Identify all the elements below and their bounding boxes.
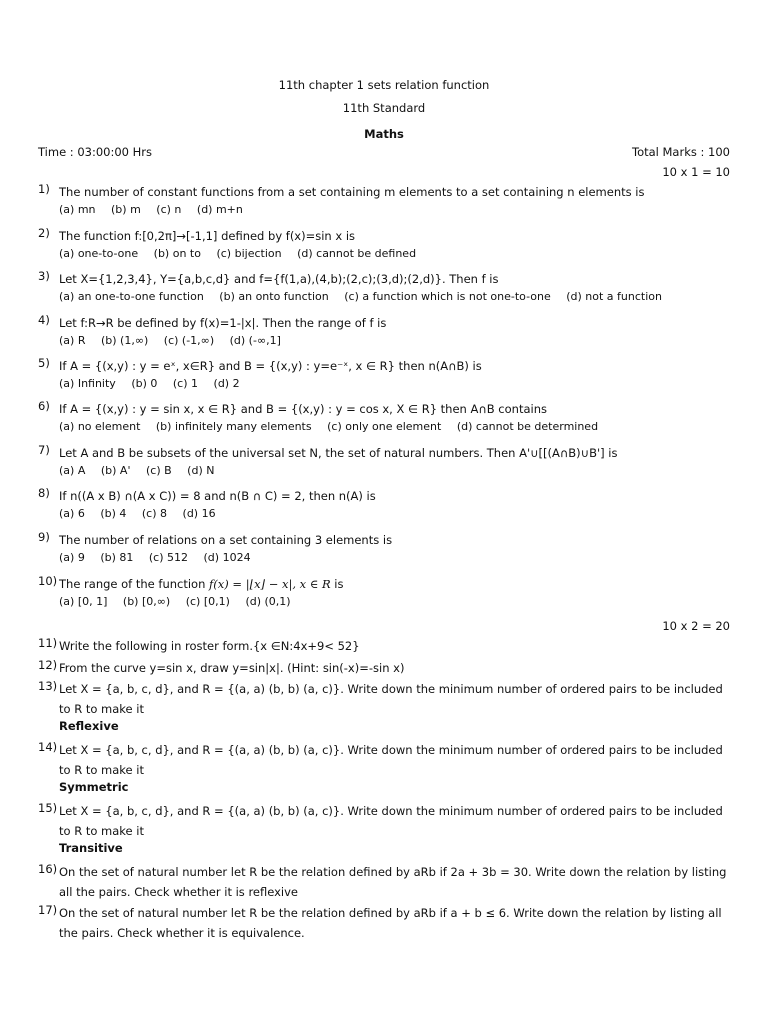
option-c: (c) a function which is not one-to-one bbox=[344, 290, 551, 303]
section2-marks: 10 x 2 = 20 bbox=[662, 619, 730, 633]
option-c: (c) B bbox=[145, 464, 172, 477]
question-options bbox=[59, 290, 674, 303]
option-d: (d) cannot be defined bbox=[297, 247, 417, 260]
option-a: (a) A bbox=[59, 464, 86, 477]
option-d: (d) N bbox=[187, 464, 215, 477]
option-a: (a) one-to-one bbox=[59, 247, 139, 260]
exam-standard: 11th Standard bbox=[342, 101, 426, 115]
question-14-subpart: Symmetric bbox=[59, 780, 129, 794]
option-a: (a) Infinity bbox=[59, 377, 116, 390]
question-text: Let f:R→R be defined by f(x)=1-|x|. Then the range of f is bbox=[59, 316, 387, 330]
exam-time: Time : 03:00:00 Hrs bbox=[38, 145, 153, 159]
option-d: (d) 2 bbox=[213, 377, 240, 390]
option-c: (c) only one element bbox=[327, 420, 442, 433]
option-b: (b) on to bbox=[153, 247, 201, 260]
question-number: 8) bbox=[38, 486, 50, 500]
option-c: (c) (-1,∞) bbox=[163, 334, 215, 347]
option-c: (c) 1 bbox=[172, 377, 199, 390]
option-d: (d) (-∞,1] bbox=[229, 334, 281, 347]
question-text: If n((A x B) ∩(A x C)) = 8 and n(B ∩ C) = 2, then n(A) is bbox=[59, 489, 376, 503]
question-number: 5) bbox=[38, 356, 50, 370]
option-a: (a) R bbox=[59, 334, 86, 347]
option-b: (b) 81 bbox=[100, 551, 134, 564]
question-text: On the set of natural number let R be the relation defined by aRb if 2a + 3b = 30. Write down the relation by listing all the pairs. Check whether it is reflexive bbox=[59, 865, 727, 899]
question-text-prefix: The range of the function bbox=[59, 577, 206, 591]
option-c: (c) 512 bbox=[148, 551, 189, 564]
question-text: The function f:[0,2π]→[-1,1] defined by f(x)=sin x is bbox=[59, 229, 356, 243]
option-b: (b) 4 bbox=[100, 507, 127, 520]
option-b: (b) infinitely many elements bbox=[155, 420, 312, 433]
math-expression: f(x) = |⌊x⌋ − x|, x ∈ R bbox=[209, 577, 331, 591]
question-options bbox=[59, 247, 428, 260]
option-c: (c) bijection bbox=[216, 247, 282, 260]
question-options bbox=[59, 464, 226, 477]
option-a: (a) [0, 1] bbox=[59, 595, 108, 608]
option-d: (d) 1024 bbox=[203, 551, 251, 564]
question-number: 11) bbox=[38, 636, 58, 650]
question-13-subpart: Reflexive bbox=[59, 719, 119, 733]
question-number: 13) bbox=[38, 679, 58, 693]
option-b: (b) (1,∞) bbox=[100, 334, 149, 347]
question-text: On the set of natural number let R be the relation defined by aRb if a + b ≤ 6. Write down the relation by listing all the pairs. Check whether it is equivalence. bbox=[59, 906, 722, 940]
question-options bbox=[59, 551, 263, 564]
question-options bbox=[59, 507, 228, 520]
question-number: 9) bbox=[38, 530, 50, 544]
question-number: 7) bbox=[38, 443, 50, 457]
question-options bbox=[59, 420, 610, 433]
option-b: (b) A' bbox=[100, 464, 131, 477]
question-number: 3) bbox=[38, 269, 50, 283]
question-number: 17) bbox=[38, 903, 58, 917]
question-text: The number of relations on a set containing 3 elements is bbox=[59, 533, 393, 547]
option-d: (d) (0,1) bbox=[245, 595, 291, 608]
question-text: Let X = {a, b, c, d}, and R = {(a, a) (b, b) (a, c)}. Write down the minimum number of ordered pairs to be included to R to make it bbox=[59, 743, 723, 777]
option-c: (c) [0,1) bbox=[185, 595, 230, 608]
option-d: (d) not a function bbox=[566, 290, 662, 303]
option-d: (d) 16 bbox=[182, 507, 216, 520]
option-b: (b) 0 bbox=[131, 377, 158, 390]
question-text: Let X = {a, b, c, d}, and R = {(a, a) (b, b) (a, c)}. Write down the minimum number of ordered pairs to be included to R to make it bbox=[59, 682, 723, 716]
question-text: From the curve y=sin x, draw y=sin|x|. (Hint: sin(-x)=-sin x) bbox=[59, 661, 405, 675]
exam-total-marks: Total Marks : 100 bbox=[632, 145, 730, 159]
question-options bbox=[59, 334, 293, 347]
question-number: 16) bbox=[38, 862, 58, 876]
option-d: (d) cannot be determined bbox=[456, 420, 599, 433]
question-number: 6) bbox=[38, 399, 50, 413]
question-text: Let A and B be subsets of the universal set N, the set of natural numbers. Then A'∪[[(A∩B)∪B'] is bbox=[59, 446, 618, 460]
question-text: If A = {(x,y) : y = sin x, x ∈ R} and B = {(x,y) : y = cos x, X ∈ R} then A∩B contains bbox=[59, 402, 547, 416]
question-text: Write the following in roster form.{x ∈N:4x+9< 52} bbox=[59, 639, 360, 653]
option-a: (a) 6 bbox=[59, 507, 85, 520]
question-number: 1) bbox=[38, 182, 50, 196]
question-text-suffix: is bbox=[334, 577, 344, 591]
question-number: 10) bbox=[38, 574, 58, 588]
option-a: (a) mn bbox=[59, 203, 96, 216]
option-b: (b) an onto function bbox=[219, 290, 329, 303]
question-text: Let X={1,2,3,4}, Y={a,b,c,d} and f={f(1,a),(4,b);(2,c);(3,d);(2,d)}. Then f is bbox=[59, 272, 499, 286]
option-b: (b) m bbox=[111, 203, 141, 216]
option-a: (a) an one-to-one function bbox=[59, 290, 204, 303]
question-number: 15) bbox=[38, 801, 58, 815]
question-text: If A = {(x,y) : y = eˣ, x∈R} and B = {(x,y) : y=e⁻ˣ, x ∈ R} then n(A∩B) is bbox=[59, 359, 482, 373]
option-c: (c) n bbox=[156, 203, 182, 216]
question-number: 14) bbox=[38, 740, 58, 754]
question-15-subpart: Transitive bbox=[59, 841, 123, 855]
option-a: (a) no element bbox=[59, 420, 141, 433]
exam-title: 11th chapter 1 sets relation function bbox=[278, 78, 490, 92]
section1-marks: 10 x 1 = 10 bbox=[662, 165, 730, 179]
question-text: The number of constant functions from a set containing m elements to a set containing n elements is bbox=[59, 185, 645, 199]
question-text: Let X = {a, b, c, d}, and R = {(a, a) (b, b) (a, c)}. Write down the minimum number of ordered pairs to be included to R to make it bbox=[59, 804, 723, 838]
question-number: 2) bbox=[38, 226, 50, 240]
question-options bbox=[59, 203, 255, 216]
question-options bbox=[59, 377, 252, 390]
question-number: 12) bbox=[38, 658, 58, 672]
option-c: (c) 8 bbox=[141, 507, 168, 520]
option-d: (d) m+n bbox=[196, 203, 243, 216]
option-b: (b) [0,∞) bbox=[122, 595, 171, 608]
question-options bbox=[59, 595, 303, 608]
option-a: (a) 9 bbox=[59, 551, 85, 564]
question-text bbox=[59, 574, 731, 594]
question-number: 4) bbox=[38, 313, 50, 327]
exam-subject: Maths bbox=[364, 127, 404, 141]
